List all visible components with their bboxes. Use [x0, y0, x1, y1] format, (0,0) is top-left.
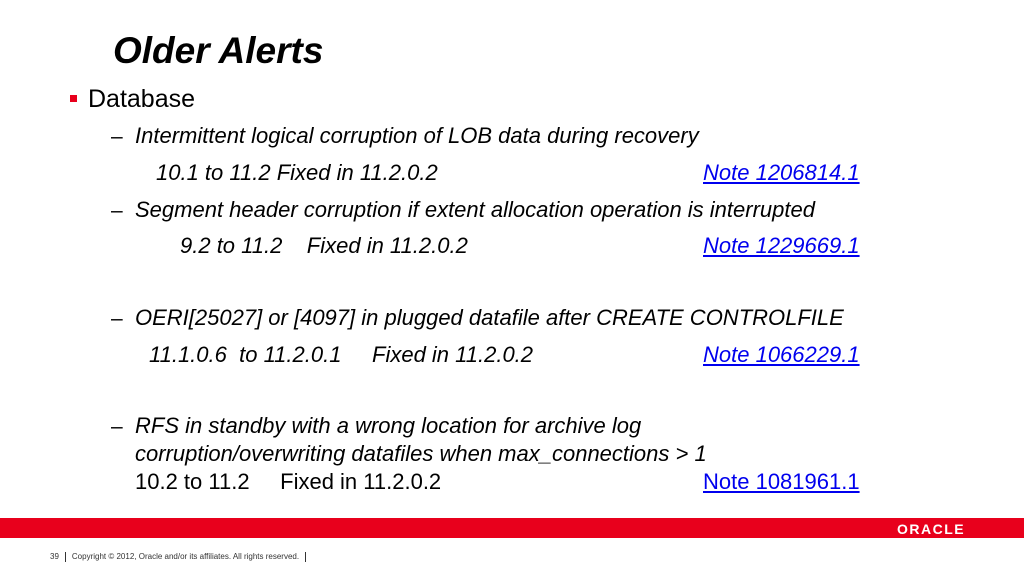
footer — [50, 552, 312, 562]
note-link[interactable]: Note 1066229.1 — [703, 342, 860, 367]
dash-bullet: – — [111, 125, 123, 148]
note-link[interactable]: Note 1206814.1 — [703, 160, 860, 185]
alert-description-continued: corruption/overwriting datafiles when max_connections > 1 — [135, 441, 707, 466]
note-link[interactable]: Note 1229669.1 — [703, 233, 860, 258]
alert-versions: 10.2 to 11.2 Fixed in 11.2.0.2 — [135, 469, 442, 494]
footer-divider — [65, 552, 66, 562]
alert-description: Intermittent logical corruption of LOB data during recovery — [135, 123, 699, 148]
alert-versions: 11.1.0.6 to 11.2.0.1 Fixed in 11.2.0.2 — [149, 342, 534, 367]
slide-title: Older Alerts — [113, 30, 324, 71]
bullet-marker-icon — [70, 95, 77, 102]
dash-bullet: – — [111, 199, 123, 222]
alert-description: OERI[25027] or [4097] in plugged datafile after CREATE CONTROLFILE — [135, 305, 844, 330]
copyright-text: Copyright © 2012, Oracle and/or its affiliates. All rights reserved. — [71, 552, 300, 562]
oracle-logo: ORACLE — [897, 521, 966, 537]
alert-versions: 10.1 to 11.2 Fixed in 11.2.0.2 — [156, 160, 438, 185]
note-link[interactable]: Note 1081961.1 — [703, 469, 860, 494]
alert-description: Segment header corruption if extent allocation operation is interrupted — [135, 197, 815, 222]
footer-divider — [305, 552, 306, 562]
dash-bullet: – — [111, 307, 123, 330]
alert-versions: 9.2 to 11.2 Fixed in 11.2.0.2 — [180, 233, 468, 258]
alert-description: RFS in standby with a wrong location for archive log — [135, 413, 642, 438]
section-heading: Database — [88, 85, 196, 113]
footer-red-bar — [0, 518, 1024, 538]
page-number: 39 — [50, 552, 59, 562]
dash-bullet: – — [111, 415, 123, 438]
